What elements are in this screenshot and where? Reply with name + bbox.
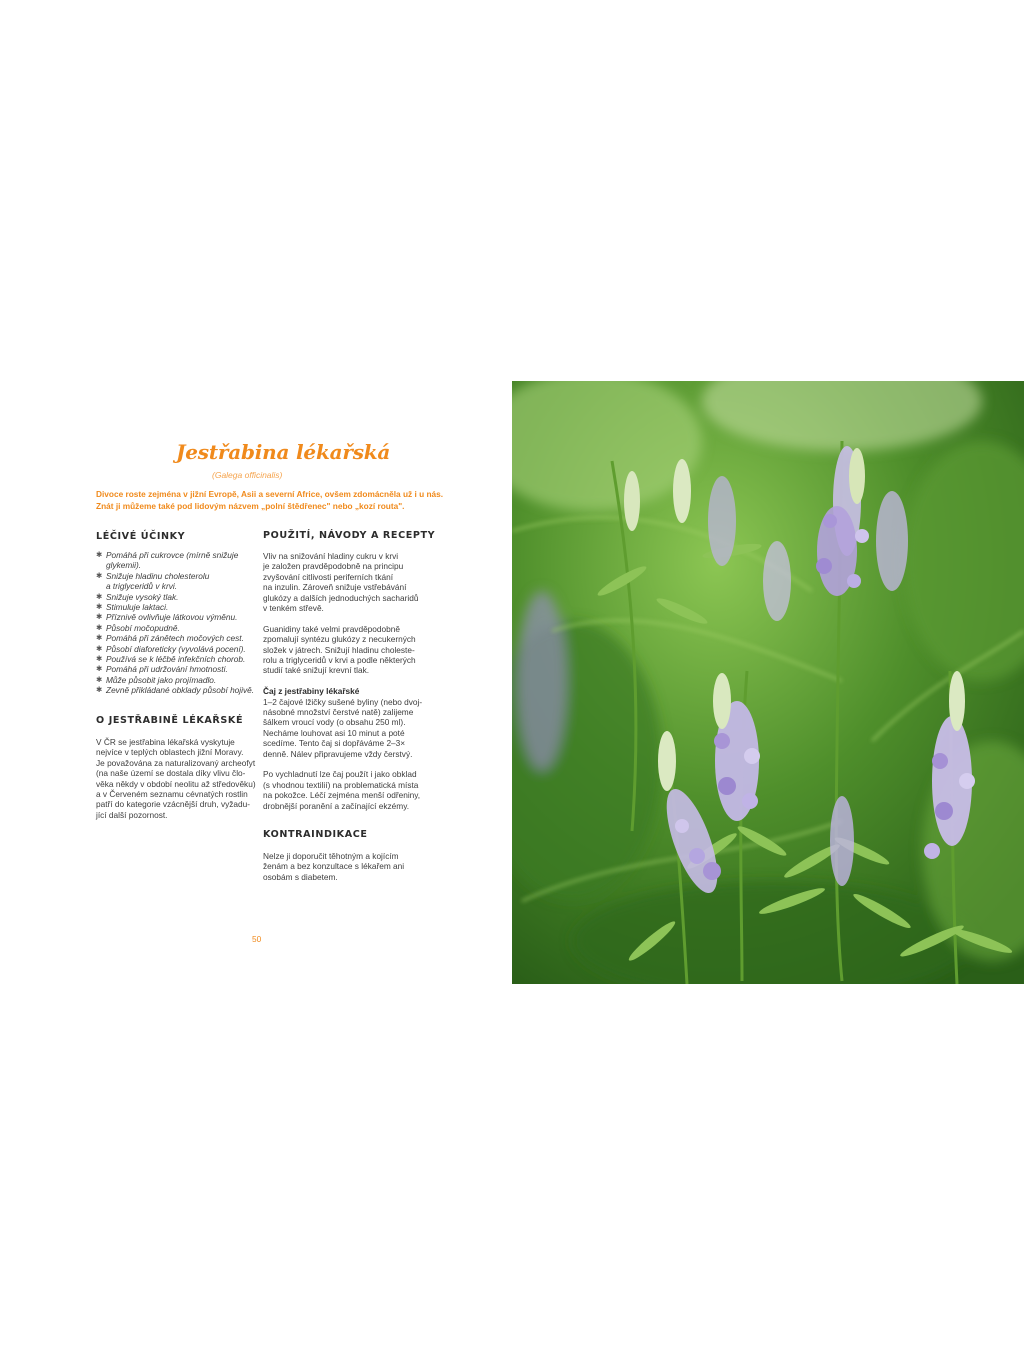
text-line: Vliv na snižování hladiny cukru v krvi (263, 551, 399, 561)
star-bullet-icon: ✱ (96, 654, 103, 664)
paragraph-gap (263, 613, 428, 623)
text-line: násobné množství čerstvé natě) zalijeme (263, 707, 414, 718)
plant-title: Jestřabina lékařská (176, 440, 391, 464)
list-item: ✱ Příznivě ovlivňuje látkovou výměnu. (96, 612, 238, 623)
star-bullet-icon: ✱ (96, 643, 103, 653)
text-line: nejvíce v teplých oblastech jižní Moravy. (96, 747, 244, 758)
text-line: osobám s diabetem. (263, 871, 338, 882)
about-heading: O JESTŘABINĚ LÉKAŘSKÉ (96, 715, 244, 726)
star-bullet-icon: ✱ (96, 674, 103, 684)
text-line: Necháme louhovat asi 10 minut a poté (263, 727, 405, 738)
list-item: ✱ Pomáhá při cukrovce (mírně snižuje (96, 550, 239, 560)
text-line: studií také snižují krevní tlak. (263, 665, 370, 676)
text-line: zvyšování citlivosti periferních tkání (263, 571, 394, 582)
star-bullet-icon: ✱ (96, 550, 103, 559)
star-bullet-icon: ✱ (96, 612, 103, 622)
list-item-continuation: a triglyceridů v krvi. (106, 581, 178, 592)
star-bullet-icon: ✱ (96, 664, 103, 674)
star-bullet-icon: ✱ (96, 591, 103, 601)
star-bullet-icon: ✱ (96, 622, 103, 632)
text-line: a v Červeném seznamu cévnatých rostlin (96, 789, 248, 800)
text-line: (na naše území se dostala díky vlivu člo- (96, 768, 246, 779)
text-line: věka někdy v období neolitu až středověku) (96, 778, 256, 789)
text-line: 1–2 čajové lžičky sušené byliny (nebo dvoj- (263, 696, 423, 707)
star-bullet-icon: ✱ (96, 685, 103, 695)
about-paragraph (96, 737, 261, 820)
contraindications-text (263, 851, 428, 882)
text-line: ženám a bez konzultace s lékařem ani (263, 861, 405, 872)
star-bullet-icon: ✱ (96, 633, 103, 643)
list-item: ✱ Působí diaforeticky (vyvolává pocení). (96, 643, 246, 654)
page-number: 50 (252, 934, 262, 944)
list-item: ✱ Pomáhá při zánětech močových cest. (96, 633, 244, 644)
text-line: Po vychladnutí lze čaj použít i jako obklad (263, 769, 417, 780)
text-line: scedíme. Tento čaj si dopřáváme 2–3× (263, 738, 406, 749)
text-line: v tenkém střevě. (263, 603, 324, 614)
text-line: složek v játrech. Snižují hladinu choleste- (263, 644, 415, 655)
text-line: zpomalují syntézu glukózy z necukerných (263, 634, 416, 645)
paragraph-gap (263, 759, 428, 769)
text-line: na pokožce. Léčí zejména menší odřeniny, (263, 790, 421, 801)
text-line: denně. Nálev připravujeme vždy čerstvý. (263, 748, 413, 759)
text-line: šálkem vroucí vody (o obsahu 250 ml). (263, 717, 406, 728)
text-line: patří do kategorie vzácnější druh, vyžadu- (96, 799, 251, 810)
lead-paragraph (96, 489, 444, 512)
list-item: ✱ Snižuje vysoký tlak. (96, 591, 179, 602)
list-item: ✱ Zevně přikládané obklady působí hojivě. (96, 685, 255, 696)
text-line: na inzulin. Zároveň snižuje vstřebávání (263, 582, 407, 593)
text-line: jící další pozornost. (96, 809, 168, 820)
effects-list (96, 550, 261, 696)
star-bullet-icon: ✱ (96, 602, 103, 612)
list-item: ✱ Pomáhá při udržování hmotnosti. (96, 664, 228, 675)
text-line: Nelze ji doporučit těhotným a kojícím (263, 851, 399, 861)
contraindications-heading: KONTRAINDIKACE (263, 829, 368, 840)
text-line: V ČR se jestřabina lékařská vyskytuje (96, 737, 235, 747)
text-line: Je považována za naturalizovaný archeofyt (96, 757, 256, 768)
plant-photo (512, 381, 1024, 984)
text-line: drobnější poranění a začínající ekzémy. (263, 800, 410, 811)
list-item-continuation: glykemii). (106, 560, 142, 571)
usage-heading: POUŽITÍ, NÁVODY A RECEPTY (263, 530, 436, 541)
text-line: je založen pravděpodobně na principu (263, 561, 404, 572)
paragraph-gap (263, 676, 428, 686)
text-line: (s vhodnou textilií) na problematická místa (263, 779, 419, 790)
latin-name: (Galega officinalis) (212, 470, 283, 480)
text-line: Guanidiny také velmi pravděpodobně (263, 623, 400, 634)
text-line: glukózy a dalších jednoduchých sacharidů (263, 592, 419, 603)
text-line: rolu a triglyceridů v krvi a podle některých (263, 655, 416, 666)
list-item: ✱ Může působit jako projímadlo. (96, 674, 217, 685)
lead-line: Znát ji můžeme také pod lidovým názvem „polní štědřenec" nebo „kozí routa". (96, 500, 405, 511)
effects-heading: LÉČIVÉ ÚČINKY (96, 531, 186, 542)
list-item: ✱ Stimuluje laktaci. (96, 602, 169, 613)
list-item: ✱ Používá se k léčbě infekčních chorob. (96, 654, 246, 665)
flowering-galega-illustration (512, 381, 1024, 984)
tea-recipe-heading: Čaj z jestřabiny lékařské (263, 686, 360, 697)
list-item: ✱ Působí močopudně. (96, 622, 180, 633)
star-bullet-icon: ✱ (96, 570, 103, 580)
list-item: ✱ Snižuje hladinu cholesterolu (96, 570, 210, 581)
lead-line: Divoce roste zejména v jižní Evropě, Asii a severní Africe, ovšem zdomácněla už i u nás. (96, 489, 444, 499)
usage-text (263, 551, 428, 811)
